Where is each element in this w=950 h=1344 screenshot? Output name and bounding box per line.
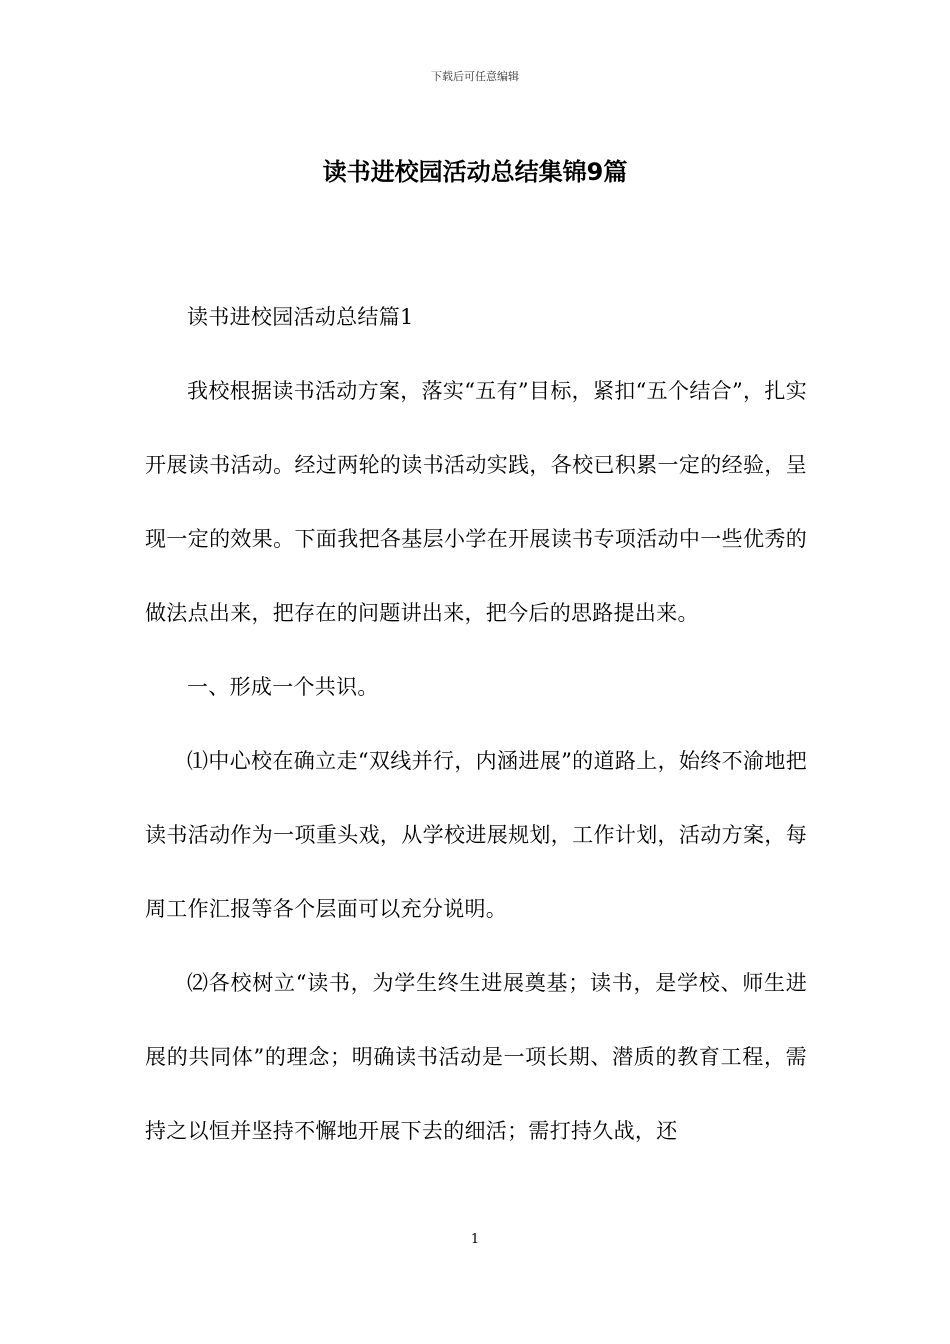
paragraph: 我校根据读书活动方案，落实“五有”目标，紧扣“五个结合”，扎实开展读书活动。经过两轮的读书活动实践，各校已积累一定的经验，呈现一定的效果。下面我把各基层小学在开展读书专项活动中一些优秀的做法点出来，把存在的问题讲出来，把今后的思路提出来。 [145, 379, 807, 625]
header-note: 下载后可任意编辑 [431, 70, 519, 83]
paragraph: ⑵各校树立“读书，为学生终生进展奠基；读书，是学校、师生进展的共同体”的理念；明确读书活动是一项长期、潜质的教育工程，需持之以恒并坚持不懈地开展下去的细活；需打持久战，还 [145, 971, 807, 1143]
document-title: 读书进校园活动总结集锦9篇 [322, 158, 628, 186]
page-number: 1 [470, 1232, 480, 1247]
paragraph: ⑴中心校在确立走“双线并行，内涵进展”的道路上，始终不渝地把读书活动作为一项重头戏，从学校进展规划，工作计划，活动方案，每周工作汇报等各个层面可以充分说明。 [145, 749, 807, 921]
subsection-heading: 一、形成一个共识。 [187, 675, 379, 699]
section-heading: 读书进校园活动总结篇1 [187, 305, 414, 329]
document-body [145, 280, 807, 1168]
